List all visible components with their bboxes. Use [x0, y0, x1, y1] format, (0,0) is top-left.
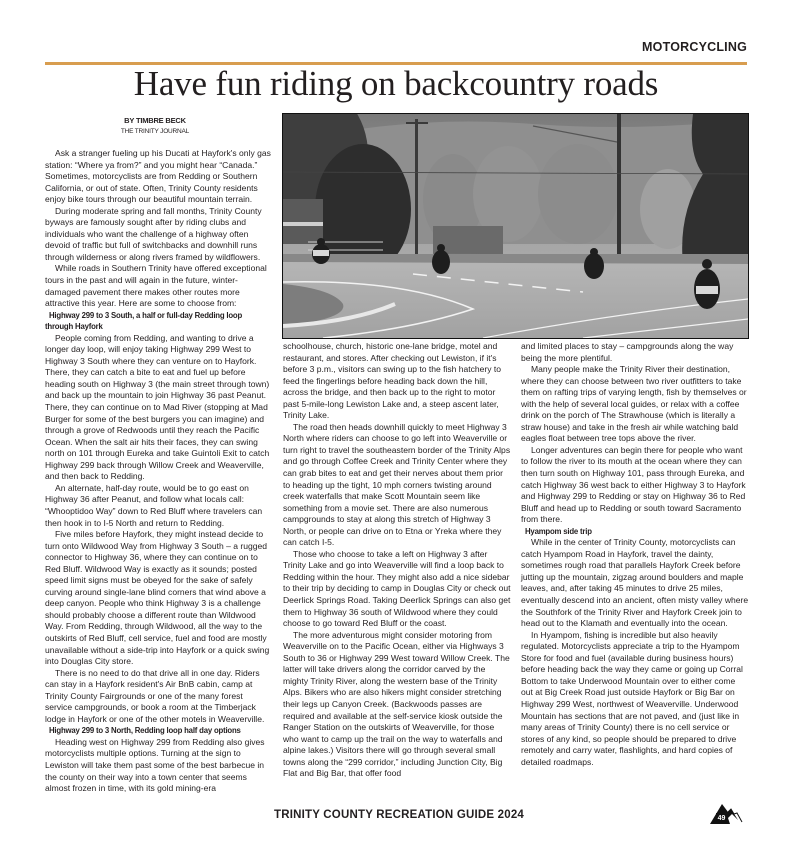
paragraph: An alternate, half-day route, would be to go east on Highway 36 after Peanut, and follow what locals call: “Whooptidoo Way” down to Red Bluff where travelers can then hook in to I-5 North and return to Redding.	[45, 482, 263, 528]
paragraph: While in the center of Trinity County, motorcyclists can catch Hyampom Road in Hayfork, travel the dainty, sometimes rough road that parallels Hayfork Creek before jutting up the mountain, zigzag around boulders and maple leaves, and, after taking 45 minutes to drive 25 miles, eventually descend into an ancient, often misty valley where the Southfork of the Trinity River and Hayfork Creek join to head out to the Klamath and eventually into the ocean.	[521, 537, 749, 629]
section-label: MOTORCYCLING	[642, 40, 747, 54]
article-photo	[282, 113, 749, 339]
motorcycle-photo-illustration	[283, 114, 748, 338]
outlet: THE TRINITY JOURNAL	[120, 128, 190, 135]
subheading: Highway 299 to 3 South, a half or full-day Redding loop through Hayfork	[45, 310, 243, 332]
byline	[95, 116, 215, 135]
paragraph: The more adventurous might consider motoring from Weaverville on to the Pacific Ocean, either via Highways 3 South to 36 or Highway 299 West toward Willow Creek. The latter will take drivers along the corridor carved by the mighty Trinity River, along the western base of the Trinity Alps. Bikers who are also hikers might consider stretching their legs up Canyon Creek. (Backwoods passes are required and available at the self-service kiosk outside the Ranger Station on the outskirts of Weaverville, for those who want to camp up the trail on the way to waterfalls and alpine lakes.) Visitors there will go through several small towns along the “299 corridor,” including Junction City, Big Flat and Big Bar, that offer food	[283, 629, 510, 779]
headline: Have fun riding on backcountry roads	[133, 64, 659, 103]
paragraph: People coming from Redding, and wanting to drive a longer day loop, will enjoy taking Highway 299 West to Highway 3 South where they can venture on to Hayfork. There, they can catch a bite to eat and fuel up before heading south on Highway 3 (the main street through town) and back up the mountain to join Highway 36 past Peanut. There, they can continue on to Mad River (stopping at Mad Burger for some of the best burgers you can imagine) and through a grove of Redwoods until they reach the Pacific Ocean. When the salt air hits their faces, they can swing north on 101 through Eureka and take Guintoli Exit to catch Highway 299 back through Willow Creek and Weaverville, and then back to Redding.	[45, 332, 270, 482]
subheading: Highway 299 to 3 North, Redding loop half day options	[49, 726, 241, 736]
paragraph: Those who choose to take a left on Highway 3 after Trinity Lake and go into Weaverville will find a loop back to Redding within the hour. They might also add a nice sidebar to their trip by deciding to camp in Douglas City or check out Deerlick Springs Road. Taking Deerlick Springs can also get them to Highway 36 south of Wildwood where they could choose to go toward Red Bluff or the coast.	[283, 548, 511, 629]
article-column-3	[521, 341, 749, 768]
author: BY TIMBRE BECK	[124, 116, 186, 125]
mountain-icon	[708, 802, 744, 826]
subheading: Hyampom side trip	[525, 526, 592, 536]
paragraph: During moderate spring and fall months, Trinity County byways are famously sought after by riding clubs and individuals who want the challenge of a highway often devoid of traffic but full of switchbacks and downhill runs through wilderness or along rivers framed by wildflowers.	[45, 205, 262, 262]
footer-publication: TRINITY COUNTY RECREATION GUIDE 2024	[274, 809, 525, 821]
article-column-2	[283, 341, 511, 780]
paragraph: Many people make the Trinity River their destination, where they can choose between two river outfitters to take them on rafting trips of varying length, fish by themselves or with the help of several local guides, or relax with a coffee drink on the porch of The Strawhouse (which is literally a straw house) and take in the fresh air while watching bald eagles float between tree tops above the river.	[521, 364, 747, 444]
paragraph: There is no need to do that drive all in one day. Riders can stay in a Hayfork resident's Air BnB cabin, camp at Trinity County Fairgrounds or one of the many forest service campgrounds, or book a room at the Timberjack lodge in Hayfork or one of the other motels in Weaverville.	[45, 667, 265, 724]
paragraph: While roads in Southern Trinity have offered exceptional tours in the past and will again in the future, winter-damaged pavement there makes other routes more attractive this year. Here are some to choose from:	[45, 263, 267, 309]
paragraph: The road then heads downhill quickly to meet Highway 3 North where riders can choose to go left into Weaverville or turn right to travel the southeastern border of the Trinity Alps and go through Coffee Creek and Trinity Center where they can grab bites to eat and get their nerves about them prior to heading up the tight, 10 mph corners twisting around creek waterfalls that make Scott Mountain seem like something from a movie set. There are also numerous campgrounds to stay at along this stretch of Highway 3 North, or people can drive on to Etna or Yreka where they can catch I-5.	[283, 421, 511, 548]
article-column-1	[45, 148, 271, 795]
paragraph: Longer adventures can begin there for people who want to follow the river to its mouth at the ocean where they can then turn south on Highway 101, pass through Eureka, and catch Highway 36 west back to either Highway 3 to Hayfork and Highway 299 to Redding or stay on Highway 36 to Red Bluff and head up to Redding or south toward Sacramento from there.	[521, 444, 746, 525]
paragraph: Ask a stranger fueling up his Ducati at Hayfork's only gas station: “Where ya from?” and you might hear “Canada.” Sometimes, motorcyclists are from Redding or Southern California, or out of state. Often, Trinity County residents enjoy bike tours through our beautiful mountain terrain.	[45, 148, 271, 205]
paragraph: In Hyampom, fishing is incredible but also heavily regulated. Motorcyclists appreciate a trip to the Hyampom Store for food and fuel (available during business hours) before heading back the way they came or going up Corral Bottom to take Underwood Mountain over to either come out at Big Creek Road just outside Hayfork or Big Bar on Highway 299 West, northwest of Weaverville. Underwood Mountain has sections that are not paved, and (just like in many areas of Trinity County) there is no cell service or stores of any kind, so people should be prepared to drive remotely and carry water, flashlights, and hard copies of detailed roadmaps.	[521, 629, 743, 767]
paragraph: Heading west on Highway 299 from Redding also gives motorcyclists multiple options. Turning at the sign to Lewiston will take them past some of the best barbecue in the county on their way into a town center that seems almost frozen in time, with its gold mining-era	[45, 736, 265, 794]
page-number: 49	[717, 815, 726, 822]
page-badge	[708, 802, 744, 826]
paragraph: and limited places to stay – campgrounds along the way being the more plentiful.	[521, 341, 734, 363]
paragraph: schoolhouse, church, historic one-lane bridge, motel and restaurant, and stores. After checking out Lewiston, if it's before 3 p.m., visitors can swing up to the fish hatchery to feed the fingerlings before heading back down the hill, across the bridge, and then back up to the right to motor past 5-mile-long Lewiston Lake and, a steep ascent later, Trinity Lake.	[283, 341, 502, 421]
paragraph: Five miles before Hayfork, they might instead decide to turn onto Wildwood Way from Highway 3 South – a rugged connector to Highway 36, where they can continue on to Red Bluff. Wildwood Way is exactly as it sounds; posted speed limit signs must be obeyed for the sake of safely curving around single-lane blind corners that wind above a deep canyon. People who think Highway 3 is a challenge should probably choose a different route than Wildwood Way. From Redding, through Wildwood, all the way to the outskirts of Red Bluff, cell service, fuel and food are mostly unavailable without a side-trip into Hayfork or a quick swing into Douglas City store.	[45, 529, 270, 667]
